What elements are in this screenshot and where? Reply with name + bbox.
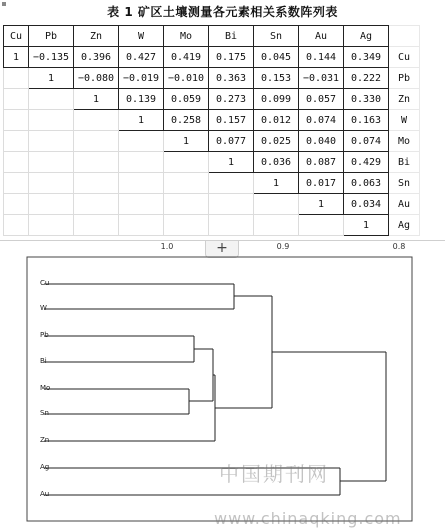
leaf-label: Sn <box>40 409 49 417</box>
leaf-label: Au <box>40 490 50 498</box>
correlation-value: 0.045 <box>254 47 299 68</box>
correlation-value: 0.222 <box>344 68 389 89</box>
column-header: Zn <box>74 26 119 47</box>
leaf-label: W <box>40 304 47 312</box>
correlation-value: 0.139 <box>119 89 164 110</box>
scale-tick-1: 1.0 <box>160 242 174 251</box>
column-header: Au <box>299 26 344 47</box>
row-label: Ag <box>389 215 420 236</box>
column-header: Mo <box>164 26 209 47</box>
column-header: Bi <box>209 26 254 47</box>
correlation-value: 0.273 <box>209 89 254 110</box>
row-label: Au <box>389 194 420 215</box>
correlation-value: 0.429 <box>344 152 389 173</box>
correlation-value: 0.017 <box>299 173 344 194</box>
correlation-value: 0.258 <box>164 110 209 131</box>
correlation-value: 1 <box>29 68 74 89</box>
correlation-value: 0.363 <box>209 68 254 89</box>
column-header: Pb <box>29 26 74 47</box>
correlation-value: 0.419 <box>164 47 209 68</box>
table-title: 表 1 矿区土壤测量各元素相关系数阵列表 <box>107 5 338 19</box>
correlation-value: 0.074 <box>299 110 344 131</box>
scale-tick-2: 0.9 <box>276 242 290 251</box>
correlation-value: 0.025 <box>254 131 299 152</box>
correlation-value: −0.019 <box>119 68 164 89</box>
column-header: W <box>119 26 164 47</box>
correlation-value: −0.010 <box>164 68 209 89</box>
correlation-value: −0.080 <box>74 68 119 89</box>
correlation-value: 0.074 <box>344 131 389 152</box>
column-header: Cu <box>4 26 29 47</box>
correlation-value: 0.059 <box>164 89 209 110</box>
leaf-label: Ag <box>40 463 50 471</box>
correlation-value: 1 <box>164 131 209 152</box>
correlation-value: 1 <box>344 215 389 236</box>
row-label: Sn <box>389 173 420 194</box>
correlation-value: 0.077 <box>209 131 254 152</box>
correlation-value: 0.427 <box>119 47 164 68</box>
correlation-value: 0.330 <box>344 89 389 110</box>
correlation-value: 0.153 <box>254 68 299 89</box>
correlation-value: 1 <box>4 47 29 68</box>
scale-tick-3: 0.8 <box>392 242 406 251</box>
row-label: Zn <box>389 89 420 110</box>
leaf-label: Zn <box>40 436 50 444</box>
correlation-value: 0.349 <box>344 47 389 68</box>
zoom-in-button[interactable]: + <box>205 241 239 258</box>
correlation-value: 0.057 <box>299 89 344 110</box>
correlation-value: 1 <box>299 194 344 215</box>
row-label: W <box>389 110 420 131</box>
leaf-label: Bi <box>40 357 47 365</box>
correlation-value: 1 <box>209 152 254 173</box>
correlation-value: 0.063 <box>344 173 389 194</box>
column-header: Ag <box>344 26 389 47</box>
leaf-label: Mo <box>40 384 51 392</box>
correlation-value: 0.036 <box>254 152 299 173</box>
watermark-logo-text: 中国期刊网 <box>219 462 329 486</box>
correlation-value: 0.034 <box>344 194 389 215</box>
correlation-value: −0.031 <box>299 68 344 89</box>
leaf-label: Cu <box>40 279 50 287</box>
watermark-url: www.chinaqking.com <box>214 509 402 528</box>
correlation-value: 0.396 <box>74 47 119 68</box>
correlation-value: 1 <box>74 89 119 110</box>
correlation-value: 0.175 <box>209 47 254 68</box>
leaf-label: Pb <box>40 331 49 339</box>
column-header: Sn <box>254 26 299 47</box>
dendrogram-links <box>44 284 386 495</box>
correlation-value: 0.040 <box>299 131 344 152</box>
correlation-value: 0.163 <box>344 110 389 131</box>
correlation-value: 0.087 <box>299 152 344 173</box>
correlation-value: 0.144 <box>299 47 344 68</box>
row-label: Mo <box>389 131 420 152</box>
correlation-value: 0.157 <box>209 110 254 131</box>
correlation-value: 0.012 <box>254 110 299 131</box>
correlation-value: 1 <box>254 173 299 194</box>
row-label: Pb <box>389 68 420 89</box>
correlation-value: −0.135 <box>29 47 74 68</box>
correlation-value: 1 <box>119 110 164 131</box>
row-label: Cu <box>389 47 420 68</box>
row-label: Bi <box>389 152 420 173</box>
correlation-value: 0.099 <box>254 89 299 110</box>
